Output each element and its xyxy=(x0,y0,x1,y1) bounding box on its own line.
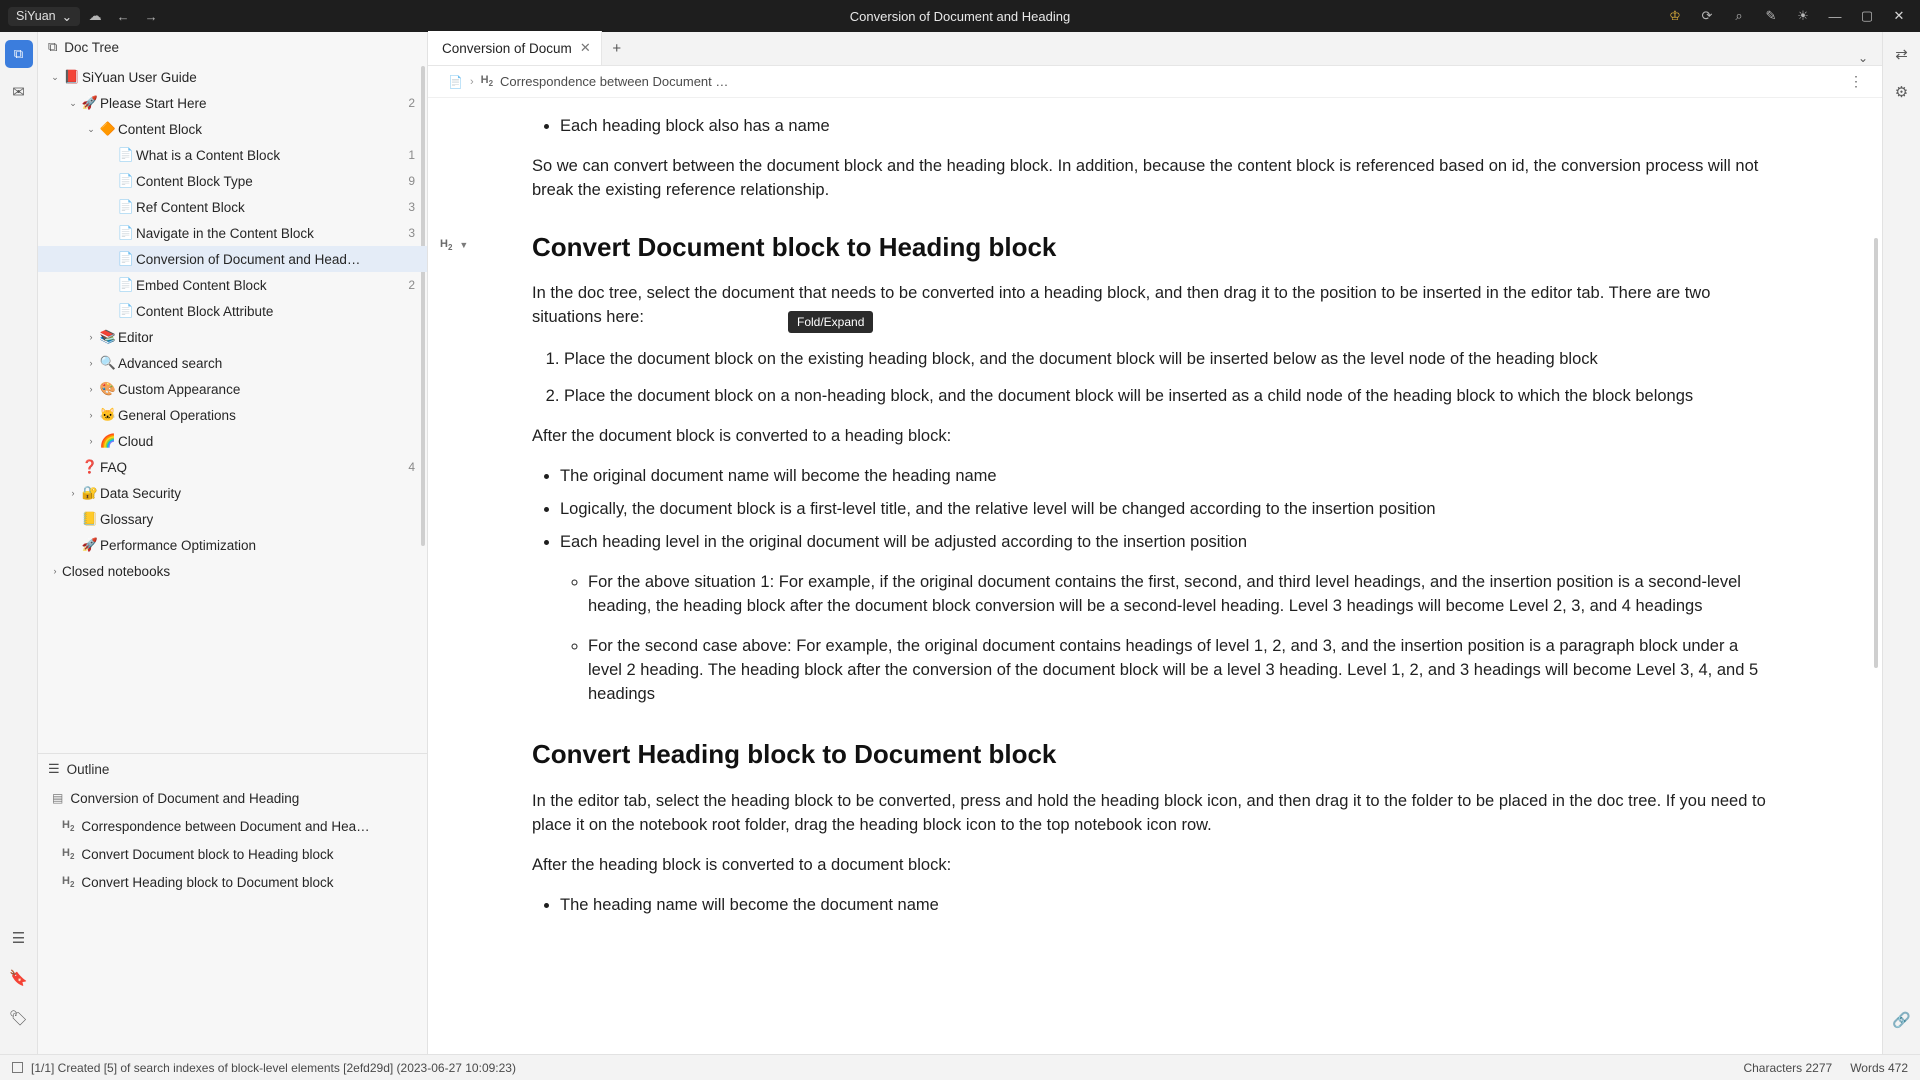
doc-tree-item[interactable] xyxy=(38,558,427,584)
list-item: • Each heading block also has a name xyxy=(560,115,1772,139)
outline-item-label: Convert Document block to Heading block xyxy=(81,846,334,862)
paragraph-5: After the heading block is converted to a document block: xyxy=(532,855,952,874)
chevron-right-icon[interactable]: › xyxy=(89,436,93,446)
doc-tree-item-label: Content Block xyxy=(118,121,203,137)
ordered-list xyxy=(532,348,1772,409)
doc-tree-item-icon: 📄 xyxy=(117,251,135,266)
doc-tree-title: Doc Tree xyxy=(64,39,120,55)
fold-expand-icon[interactable]: ▼ xyxy=(459,239,469,250)
outline-panel xyxy=(38,754,427,1054)
status-left xyxy=(12,1061,516,1075)
back-icon[interactable]: ← xyxy=(116,8,130,24)
doc-tree-item[interactable] xyxy=(38,376,427,402)
doc-tree-item[interactable] xyxy=(38,220,427,246)
doc-tree-item[interactable] xyxy=(38,506,427,532)
tab-bar-right xyxy=(1858,51,1882,65)
tab-bar xyxy=(428,32,1882,66)
doc-tree-item-label: Advanced search xyxy=(118,355,223,371)
doc-tree-item-label: Ref Content Block xyxy=(136,199,245,215)
workspace-selector[interactable] xyxy=(8,7,80,26)
doc-tree-item-count: 2 xyxy=(408,278,415,292)
doc-tree-item-icon: 🚀 xyxy=(81,95,99,110)
list-item xyxy=(560,531,1772,707)
doc-tree-item-label: Please Start Here xyxy=(100,95,207,111)
chevron-right-icon[interactable]: › xyxy=(89,384,93,394)
chevron-down-icon[interactable]: ⌄ xyxy=(69,97,77,108)
doc-tree-item-label: Content Block Type xyxy=(136,173,253,189)
nested-bullet-list xyxy=(560,571,1772,707)
fold-expand-tooltip: Fold/Expand xyxy=(788,311,873,333)
doc-tree-item[interactable] xyxy=(38,402,427,428)
status-message: [1/1] Created [5] of search indexes of block-level elements [2efd29d] (2023-06-27 10:09:23) xyxy=(31,1060,516,1075)
title-bar xyxy=(0,0,1920,32)
breadcrumb-item[interactable]: Correspondence between Document … xyxy=(500,74,729,89)
list-item: 1. Place the document block on the existing heading block, and the document block will be inserted below as the level node of the heading block xyxy=(564,348,1772,372)
doc-tree-item-icon: 📄 xyxy=(117,277,135,292)
doc-tree-item[interactable] xyxy=(38,428,427,454)
doc-tree-item-label: Content Block Attribute xyxy=(136,303,274,319)
doc-tree-item-icon: 📄 xyxy=(117,147,135,162)
doc-tree-item[interactable] xyxy=(38,90,427,116)
chevron-down-icon[interactable]: ⌄ xyxy=(51,71,59,82)
heading-level-tag: $H_2$ xyxy=(62,818,75,834)
heading-level-tag: $H_2$ xyxy=(480,74,494,89)
chevron-right-icon[interactable]: › xyxy=(89,332,93,342)
heading-text: Convert Document block to Heading block xyxy=(532,231,1057,262)
doc-tree-item[interactable] xyxy=(38,168,427,194)
add-tab-button[interactable]: + xyxy=(612,39,622,57)
doc-tree-item-label: Conversion of Document and Head… xyxy=(136,251,361,267)
paragraph-1: So we can convert between the document block and the heading block. In addition, because the content block is referenced based on id, the conversion process will not break the existing reference relationship. xyxy=(532,156,1759,199)
doc-tree-item-icon: 🎨 xyxy=(99,381,117,396)
doc-tree-item-label: Navigate in the Content Block xyxy=(136,225,314,241)
bullet-list xyxy=(532,465,1772,706)
list-item: ◦ For the above situation 1: For example, if the original document contains the first, second, and third level headings, and the insertion position is a second-level heading, the heading block after the document block conversion will be a second-level heading. Level 3 headings will become Level 2, 3, and 4 headings xyxy=(588,571,1772,619)
outline-item-label: Correspondence between Document and Hea… xyxy=(81,818,370,834)
graph-icon[interactable]: ⚙ xyxy=(1894,84,1909,101)
doc-tree-item[interactable] xyxy=(38,480,427,506)
doc-tree-item-icon: ❓ xyxy=(81,459,99,474)
editor-area xyxy=(428,32,1882,1054)
cloud-icon[interactable]: ☁ xyxy=(88,8,102,23)
breadcrumb-separator: › xyxy=(469,75,474,88)
list-item: • Logically, the document block is a first-level title, and the relative level will be changed according to the insertion position xyxy=(560,498,1772,522)
doc-tree-item[interactable] xyxy=(38,532,427,558)
doc-tree-icon: ⧉ xyxy=(48,39,58,54)
outline-item-label: Conversion of Document and Heading xyxy=(70,790,300,806)
doc-tree-item[interactable] xyxy=(38,298,427,324)
doc-tree-item[interactable] xyxy=(38,142,427,168)
doc-tree-item-count: 9 xyxy=(408,174,415,188)
list-item: 2. Place the document block on a non-heading block, and the document block will be inserted as a child node of the heading block to which the block belongs xyxy=(564,385,1772,409)
doc-tree-item-label: FAQ xyxy=(100,459,128,475)
doc-tree-item-label: Glossary xyxy=(100,511,154,527)
outline-item[interactable] xyxy=(38,840,427,868)
doc-tree-item-icon: 🐱 xyxy=(99,407,117,422)
left-dock xyxy=(0,32,38,1054)
minimize-icon[interactable]: — xyxy=(1828,8,1842,24)
list-item-label: Each heading level in the original document will be adjusted according to the insertion position xyxy=(560,532,1248,551)
document-icon: ▤ xyxy=(52,791,64,805)
doc-tree-item-label: Closed notebooks xyxy=(62,563,171,579)
doc-tree-item-label: What is a Content Block xyxy=(136,147,281,163)
status-bar xyxy=(0,1054,1920,1080)
doc-tree-item-icon: 📄 xyxy=(117,225,135,240)
doc-tree-item[interactable] xyxy=(38,324,427,350)
doc-tree-item-icon: 🔶 xyxy=(99,121,117,136)
heading-convert-heading-to-document xyxy=(532,736,1772,774)
paragraph-2: In the doc tree, select the document that needs to be converted into a heading block, and then drag it to the position to be inserted in the editor tab. There are two situations here: xyxy=(532,284,1711,327)
outline-item[interactable] xyxy=(38,784,427,812)
chevron-right-icon[interactable]: › xyxy=(89,358,93,368)
document-content[interactable] xyxy=(428,98,1882,957)
outline-header xyxy=(38,754,427,784)
workspace-name: SiYuan xyxy=(16,9,56,23)
doc-tree-item-label: General Operations xyxy=(118,407,236,423)
sync-icon[interactable]: ⟳ xyxy=(1701,8,1713,23)
tab-conversion-of-document[interactable] xyxy=(428,31,602,65)
sidebar xyxy=(38,32,428,1054)
doc-tree-item[interactable] xyxy=(38,116,427,142)
forward-icon[interactable]: → xyxy=(144,8,158,24)
inbox-icon[interactable]: ✉ xyxy=(12,84,25,101)
doc-tree-item[interactable] xyxy=(38,272,427,298)
chevron-down-icon: ⌄ xyxy=(61,9,73,24)
doc-tree-item-count: 4 xyxy=(408,460,415,474)
title-bar-right xyxy=(1660,3,1920,29)
chevron-right-icon[interactable]: › xyxy=(71,488,75,498)
chevron-right-icon[interactable]: › xyxy=(53,566,57,576)
tab-label: Conversion of Docum xyxy=(442,40,572,56)
maximize-icon[interactable]: ▢ xyxy=(1860,8,1874,23)
doc-tree-item-icon: 🔐 xyxy=(81,485,99,500)
edit-icon[interactable]: ✎ xyxy=(1765,8,1777,23)
cut-bullet-list xyxy=(532,115,1772,139)
outline-item[interactable] xyxy=(38,868,427,896)
doc-tree-item-count: 2 xyxy=(408,96,415,110)
doc-tree-item[interactable] xyxy=(38,350,427,376)
paragraph-3: After the document block is converted to a heading block: xyxy=(532,427,952,446)
doc-tree-item[interactable] xyxy=(38,194,427,220)
list-item: ◦ For the second case above: For example, the original document contains headings of level 1, 2, and 3, and the insertion position is a paragraph block under a level 2 heading. The heading block after the conversion of the document block will be a level 3 heading. Level 1, 2, and 3 headings will become Level 3, 4, and 5 headings xyxy=(588,635,1772,707)
heading-level-tag: $H_2$ xyxy=(62,874,75,890)
breadcrumb xyxy=(428,66,1882,98)
doc-tree-item-icon: 📚 xyxy=(99,329,117,344)
heading-text: Convert Heading block to Document block xyxy=(532,739,1057,770)
list-item: • The original document name will become the heading name xyxy=(560,465,1772,489)
doc-tree-item-label: Custom Appearance xyxy=(118,381,241,397)
outline-item-label: Convert Heading block to Document block xyxy=(81,874,334,890)
more-options-icon[interactable]: ⋮ xyxy=(1849,73,1864,89)
doc-tree-item-icon: 📄 xyxy=(117,303,135,318)
right-dock xyxy=(1882,32,1920,1054)
status-right xyxy=(1743,1061,1908,1075)
window-title: Conversion of Document and Heading xyxy=(849,8,1071,24)
doc-tree-item-icon: 🌈 xyxy=(99,433,117,448)
chevron-down-icon[interactable]: ⌄ xyxy=(87,123,95,134)
close-icon[interactable]: ✕ xyxy=(1893,8,1905,23)
heading-gutter[interactable] xyxy=(440,237,468,254)
heading-level-tag: $H_2$ xyxy=(62,846,75,862)
doc-tree-item-count: 3 xyxy=(408,200,415,214)
doc-tree-item-count: 3 xyxy=(408,226,415,240)
bullet-list-2 xyxy=(532,894,1772,918)
doc-tree-item[interactable] xyxy=(38,246,427,272)
app-body xyxy=(0,32,1920,1054)
close-icon[interactable]: ✕ xyxy=(579,40,591,55)
doc-tree-item-label: Embed Content Block xyxy=(136,277,267,293)
word-count: Words 472 xyxy=(1850,1060,1908,1075)
document-scroll-area xyxy=(428,98,1882,1054)
doc-tree-icon[interactable]: ⧉ xyxy=(5,40,33,68)
doc-tree-header xyxy=(38,32,427,62)
theme-icon[interactable]: ☀ xyxy=(1797,8,1809,23)
doc-tree-item[interactable] xyxy=(38,64,427,90)
document-icon: 📄 xyxy=(448,74,463,89)
doc-tree-item-label: SiYuan User Guide xyxy=(82,69,197,85)
doc-tree-item-count: 1 xyxy=(408,148,415,162)
doc-tree-item-label: Cloud xyxy=(118,433,154,449)
doc-tree[interactable] xyxy=(38,62,427,753)
right-dock-bottom xyxy=(1888,1006,1916,1054)
outline-item[interactable] xyxy=(38,812,427,840)
outline-icon: ☰ xyxy=(48,761,60,776)
doc-tree-item-icon: 📕 xyxy=(63,69,81,84)
list-item: • The heading name will become the document name xyxy=(560,894,1772,918)
link-icon[interactable]: 🔗 xyxy=(1892,1012,1911,1029)
outline-list[interactable] xyxy=(38,784,427,896)
doc-tree-item-icon: 🚀 xyxy=(81,537,99,552)
search-icon[interactable]: ⌕ xyxy=(1735,8,1743,23)
doc-tree-item-icon: 🔍 xyxy=(99,355,117,370)
character-count: Characters 2277 xyxy=(1743,1060,1833,1075)
title-bar-left xyxy=(0,4,164,28)
outline-title: Outline xyxy=(66,761,110,777)
doc-tree-item-label: Data Security xyxy=(100,485,182,501)
doc-tree-item-icon: 📒 xyxy=(81,511,99,526)
doc-tree-item-icon: 📄 xyxy=(117,199,135,214)
chevron-right-icon[interactable]: › xyxy=(89,410,93,420)
document-scrollbar[interactable] xyxy=(1874,238,1878,668)
backlinks-icon[interactable]: ⇄ xyxy=(1895,46,1908,63)
paragraph-4: In the editor tab, select the heading block to be converted, press and hold the heading block icon, and then drag it to the folder to be placed in the doc tree. If you need to place it on the notebook root folder, drag the heading block icon to the top notebook icon row. xyxy=(532,792,1766,835)
vip-crown-icon[interactable]: ♔ xyxy=(1669,8,1681,23)
outline-icon[interactable]: ☰ xyxy=(11,930,26,947)
left-dock-bottom xyxy=(5,924,33,1054)
tag-icon[interactable]: 🏷 xyxy=(8,1010,29,1027)
bookmark-icon[interactable]: 🔖 xyxy=(9,970,28,987)
doc-tree-item[interactable] xyxy=(38,454,427,480)
chevron-down-icon[interactable]: ⌄ xyxy=(1857,51,1868,65)
doc-tree-item-icon: 📄 xyxy=(117,173,135,188)
doc-tree-item-label: Editor xyxy=(118,329,154,345)
heading-convert-document-to-heading xyxy=(440,229,1772,267)
doc-tree-item-label: Performance Optimization xyxy=(100,537,257,553)
status-icon xyxy=(12,1062,23,1073)
heading-level-tag: $H_2$ xyxy=(440,237,453,252)
